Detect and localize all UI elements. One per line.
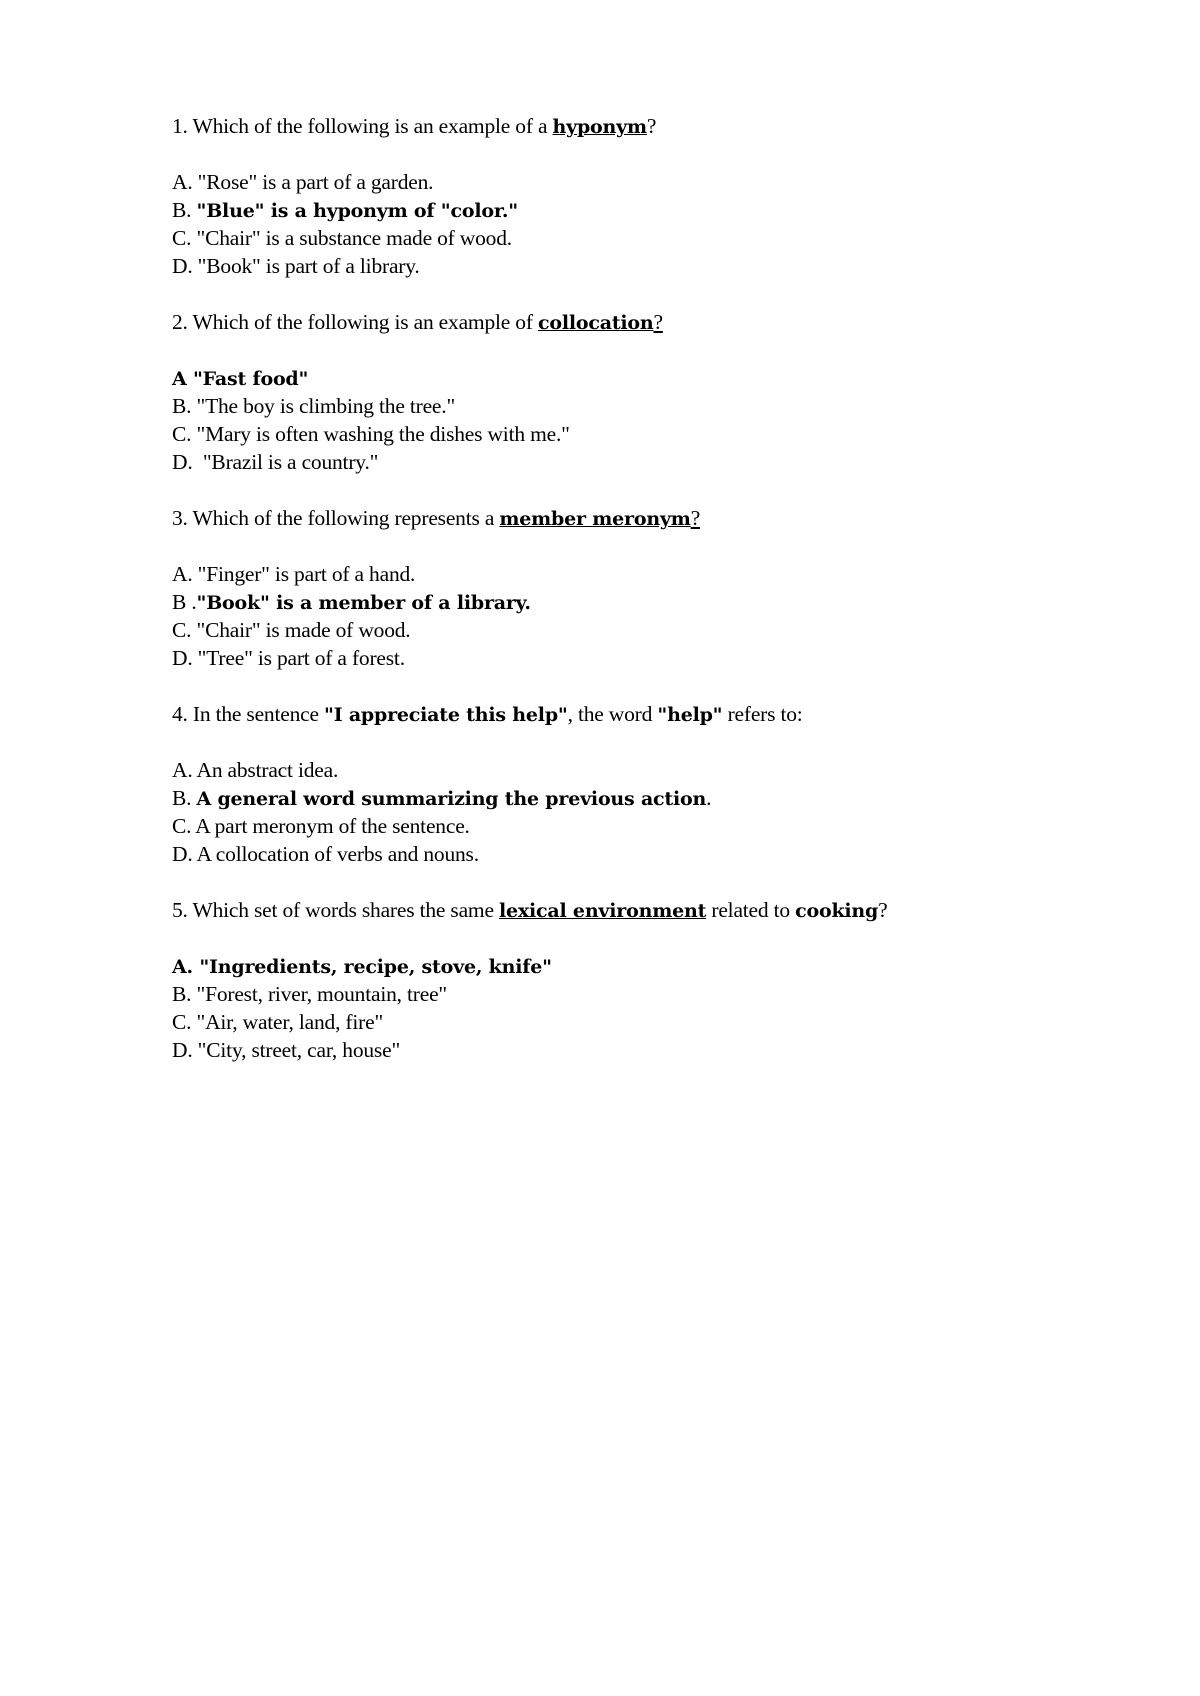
- prompt-text: refers to:: [722, 702, 803, 726]
- option-letter: B .: [172, 590, 197, 614]
- option-answer-text: "Book" is a member of a library.: [196, 592, 531, 614]
- prompt-text: , the word: [567, 702, 658, 726]
- option-d: D. "City, street, car, house": [172, 1038, 401, 1062]
- option-b: [172, 588, 1132, 616]
- question-3: [172, 504, 1132, 672]
- prompt-text: ?: [878, 898, 888, 922]
- question-2: [172, 308, 1132, 476]
- option-answer-text: A. "Ingredients, recipe, stove, knife": [172, 956, 552, 978]
- option-b: B. "The boy is climbing the tree.": [172, 394, 456, 418]
- option-c: C. "Chair" is made of wood.: [172, 618, 411, 642]
- option-d: D. "Brazil is a country.": [172, 450, 379, 474]
- option-a: A. An abstract idea.: [172, 758, 339, 782]
- prompt-term: collocation: [537, 312, 654, 334]
- option-c: C. "Mary is often washing the dishes with me.": [172, 422, 570, 446]
- option-c: C. A part meronym of the sentence.: [172, 814, 470, 838]
- option-a: [172, 952, 1132, 980]
- option-a: A. "Finger" is part of a hand.: [172, 562, 416, 586]
- option-c: C. "Air, water, land, fire": [172, 1010, 384, 1034]
- question-1-prompt: [172, 112, 1132, 140]
- prompt-term: member meronym: [499, 508, 691, 530]
- option-letter: B.: [172, 786, 197, 810]
- quiz-document: [172, 112, 1132, 1092]
- prompt-term: hyponym: [552, 116, 647, 138]
- question-3-prompt: [172, 504, 1132, 532]
- question-4: [172, 700, 1132, 868]
- prompt-text: ?: [646, 114, 657, 138]
- question-5-prompt: [172, 896, 1132, 924]
- question-4-prompt: [172, 700, 1132, 728]
- prompt-text: 3. Which of the following represents a: [172, 506, 500, 530]
- option-letter: B.: [172, 198, 197, 222]
- prompt-text: 2. Which of the following is an example of: [172, 310, 538, 334]
- prompt-term: "help": [657, 704, 723, 726]
- option-d: D. "Book" is part of a library.: [172, 254, 420, 278]
- prompt-text: ?: [690, 506, 701, 530]
- option-b: [172, 784, 1132, 812]
- prompt-text: ?: [653, 310, 663, 334]
- question-2-prompt: [172, 308, 1132, 336]
- option-b: [172, 196, 1132, 224]
- question-5: [172, 896, 1132, 1064]
- option-b: B. "Forest, river, mountain, tree": [172, 982, 447, 1006]
- option-a: A. "Rose" is a part of a garden.: [172, 170, 434, 194]
- prompt-quote: "I appreciate this help": [324, 704, 568, 726]
- option-d: D. A collocation of verbs and nouns.: [172, 842, 479, 866]
- prompt-text: related to: [706, 898, 796, 922]
- option-a: [172, 364, 1132, 392]
- prompt-text: 5. Which set of words shares the same: [172, 898, 499, 922]
- option-answer-text: "Blue" is a hyponym of "color.": [196, 200, 519, 222]
- prompt-text: 1. Which of the following is an example of a: [172, 114, 553, 138]
- prompt-term: cooking: [795, 900, 879, 922]
- option-answer-text: A "Fast food": [172, 368, 309, 390]
- option-d: D. "Tree" is part of a forest.: [172, 646, 405, 670]
- prompt-text: 4. In the sentence: [172, 702, 325, 726]
- question-1: [172, 112, 1132, 280]
- option-suffix: .: [706, 786, 712, 810]
- prompt-term: lexical environment: [498, 900, 707, 922]
- option-c: C. "Chair" is a substance made of wood.: [172, 226, 512, 250]
- option-answer-text: A general word summarizing the previous action: [196, 788, 707, 810]
